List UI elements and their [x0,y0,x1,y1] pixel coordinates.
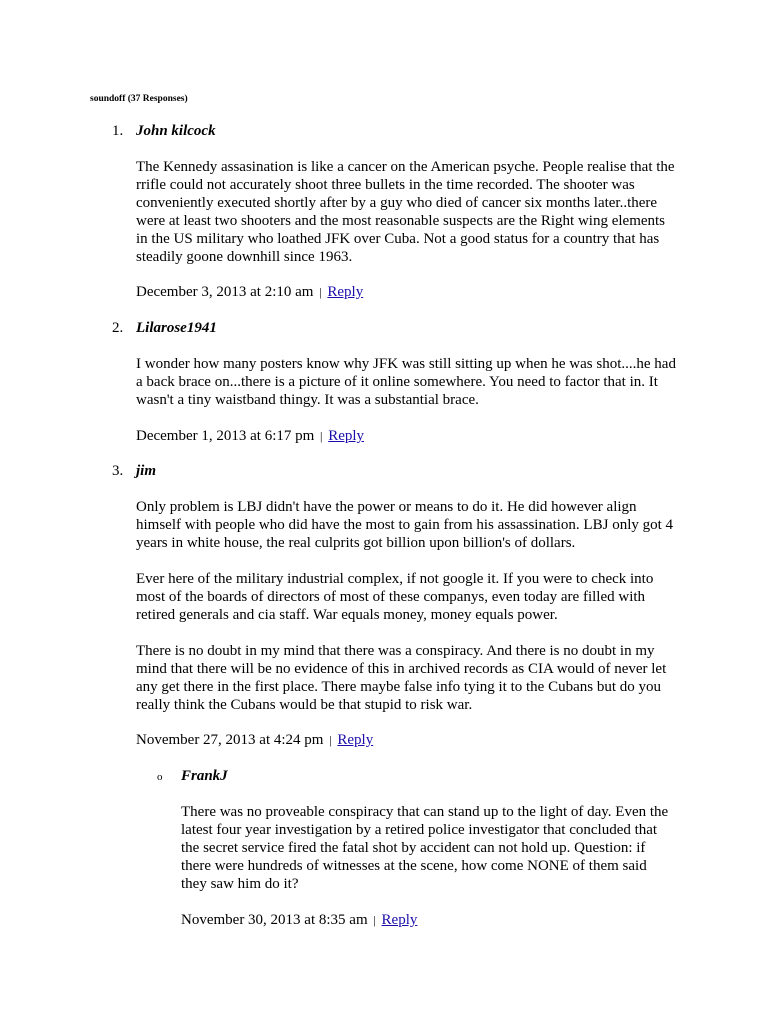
reply-bullet: o [157,771,163,783]
comment-line: The Kennedy assasination is like a cancer on the American psyche. People realise that the [136,159,675,175]
comment-body [136,642,666,714]
meta-separator: | [373,913,376,927]
comment-number: 1. [112,123,124,139]
comment-line: retired generals and cia staff. War equals money, money equals power. [136,607,558,623]
comment-date: November 30, 2013 at 8:35 am [181,912,368,928]
comment-line: most of the boards of directors of most of these companys, even today are filled with [136,589,646,605]
comment-line: wasn't a tiny waistband thingy. It was a substantial brace. [136,392,479,408]
comment-line: were at least two shooters and the most reasonable suspects are the Right wing elements [136,213,666,229]
comment-date: December 1, 2013 at 6:17 pm [136,428,315,444]
meta-separator: | [319,285,322,299]
comment-author: FrankJ [181,768,228,784]
comment-line: they saw him do it? [181,876,299,892]
comment-body [136,158,675,266]
comment-date: December 3, 2013 at 2:10 am [136,284,314,300]
comment-line: any get there in the first place. There maybe false info tying it to the Cubans but do you [136,679,661,695]
comment-author: John kilcock [136,123,216,139]
comment-meta [136,283,363,301]
comment-date: November 27, 2013 at 4:24 pm [136,732,324,748]
reply-link[interactable]: Reply [337,732,374,748]
comment-author: jim [136,463,157,479]
comment-line: I wonder how many posters know why JFK was still sitting up when he was shot....he had [136,356,676,372]
reply-link[interactable]: Reply [381,912,418,928]
comment-number: 2. [112,320,124,336]
comment-line: conveniently executed shortly after by a guy who died of cancer six months later..there [136,195,658,211]
comment-line: There is no doubt in my mind that there was a conspiracy. And there is no doubt in my [136,643,655,659]
comment-line: There was no proveable conspiracy that can stand up to the light of day. Even the [181,804,669,820]
comment-body [136,570,653,624]
comment-line: latest four year investigation by a retired police investigator that concluded that [181,822,658,838]
comment-line: Ever here of the military industrial complex, if not google it. If you were to check into [136,571,654,587]
reply-link[interactable]: Reply [328,428,365,444]
comments-heading: soundoff (37 Responses) [90,94,188,104]
comment-line: really think the Cubans would be that stupid to risk war. [136,697,473,713]
comment-line: the secret service fired the fatal shot by accident can not hold up. Question: if [181,840,646,856]
comment-meta [136,427,364,445]
comment-meta [136,731,373,749]
meta-separator: | [329,733,332,747]
comment-meta [181,911,417,929]
comment-author: Lilarose1941 [136,320,217,336]
comment-line: in the US military who loathed JFK over Cuba. Not a good status for a country that has [136,231,660,247]
comment-line: Only problem is LBJ didn't have the power or means to do it. He did however align [136,499,637,515]
comment-line: a back brace on...there is a picture of it online somewhere. You need to factor that in. It [136,374,658,390]
comment-line: steadily goone downhill since 1963. [136,249,353,265]
comment-line: there were hundreds of witnesses at the scene, how come NONE of them said [181,858,647,874]
meta-separator: | [320,429,323,443]
comment-body [181,803,668,893]
comment-body [136,498,673,552]
comment-line: rrifle could not accurately shoot three bullets in the time recorded. The shooter was [136,177,635,193]
comment-line: mind that there will be no evidence of this in archived records as CIA would of never let [136,661,667,677]
comment-number: 3. [112,463,124,479]
comment-body [136,355,676,409]
comment-line: himself with people who did have the most to gain from his assassination. LBJ only got 4 [136,517,674,533]
reply-link[interactable]: Reply [327,284,364,300]
comment-line: years in white house, the real culprits got billion upon billion's of dollars. [136,535,576,551]
